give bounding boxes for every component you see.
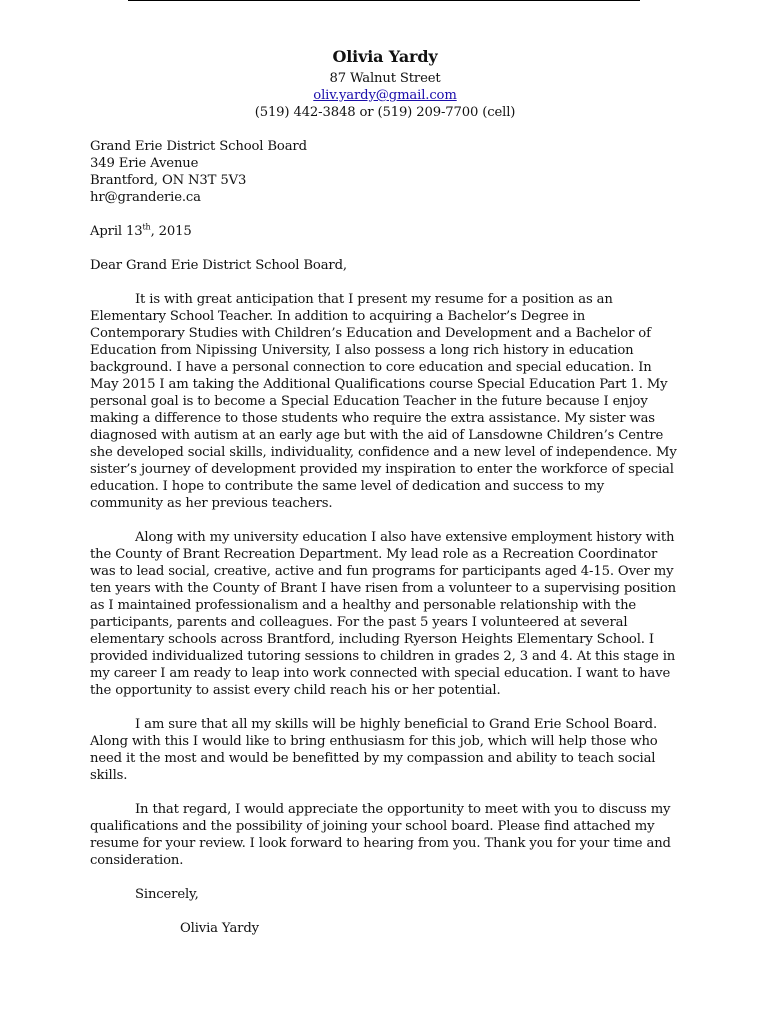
letter-date [90, 223, 680, 240]
letterhead [90, 44, 680, 121]
recipient-city: Brantford, ON N3T 5V3 [90, 173, 247, 188]
signature-name: Olivia Yardy [180, 921, 259, 936]
date-month-day: April 13 [90, 224, 143, 239]
body-paragraph-2: Along with my university education I also have extensive employment history with the County of Brant Recreation Department. My lead role as a Recreation Coordinator was to lead social, creative, active and fun programs for participants aged 4-15. Over my ten years with the County of Brant I have risen from a volunteer to a supervising position as I maintained professionalism and a healthy and personable relationship with the participants, parents and colleagues. For the past 5 years I volunteered at several elementary schools across Brantford, including Ryerson Heights Elementary School. I provided individualized tutoring sessions to children in grades 2, 3 and 4. At this stage in my career I am ready to leap into work connected with special education. I want to have the opportunity to assist every child reach his or her potential. [90, 530, 677, 698]
recipient-org: Grand Erie District School Board [90, 139, 307, 154]
top-rule [128, 0, 640, 1]
body-paragraph-4: In that regard, I would appreciate the opportunity to meet with you to discuss my qualifications and the possibility of joining your school board. Please find attached my resume for your review. I look forward to hearing from you. Thank you for your time and consideration. [90, 802, 671, 868]
date-suffix: th [142, 222, 151, 232]
recipient-email: hr@granderie.ca [90, 190, 201, 205]
recipient-street: 349 Erie Avenue [90, 156, 199, 171]
recipient-address [90, 138, 680, 206]
salutation: Dear Grand Erie District School Board, [90, 258, 347, 273]
date-year: , 2015 [150, 224, 192, 239]
sender-email-link[interactable]: oliv.yardy@gmail.com [313, 88, 457, 103]
closing: Sincerely, [135, 887, 199, 902]
sender-street: 87 Walnut Street [329, 71, 441, 86]
sender-name: Olivia Yardy [332, 47, 438, 66]
body-paragraph-1: It is with great anticipation that I present my resume for a position as an Elementary School Teacher. In addition to acquiring a Bachelor’s Degree in Contemporary Studies with Children’s Education and Development and a Bachelor of Education from Nipissing University, I also possess a long rich history in education background. I have a personal connection to core education and special education. In May 2015 I am taking the Additional Qualifications course Special Education Part 1. My personal goal is to become a Special Education Teacher in the future because I enjoy making a difference to those students who require the extra assistance. My sister was diagnosed with autism at an early age but with the aid of Lansdowne Children’s Centre she developed social skills, individuality, confidence and a new level of independence. My sister’s journey of development provided my inspiration to enter the workforce of special education. I hope to contribute the same level of dedication and success to my community as her previous teachers. [90, 292, 677, 511]
sender-phones: (519) 442-3848 or (519) 209-7700 (cell) [254, 105, 516, 120]
letter-page [90, 44, 680, 937]
body-paragraph-3: I am sure that all my skills will be highly beneficial to Grand Erie School Board. Along with this I would like to bring enthusiasm for this job, which will help those who need it the most and would be benefitted by my compassion and ability to teach social skills. [90, 717, 658, 783]
